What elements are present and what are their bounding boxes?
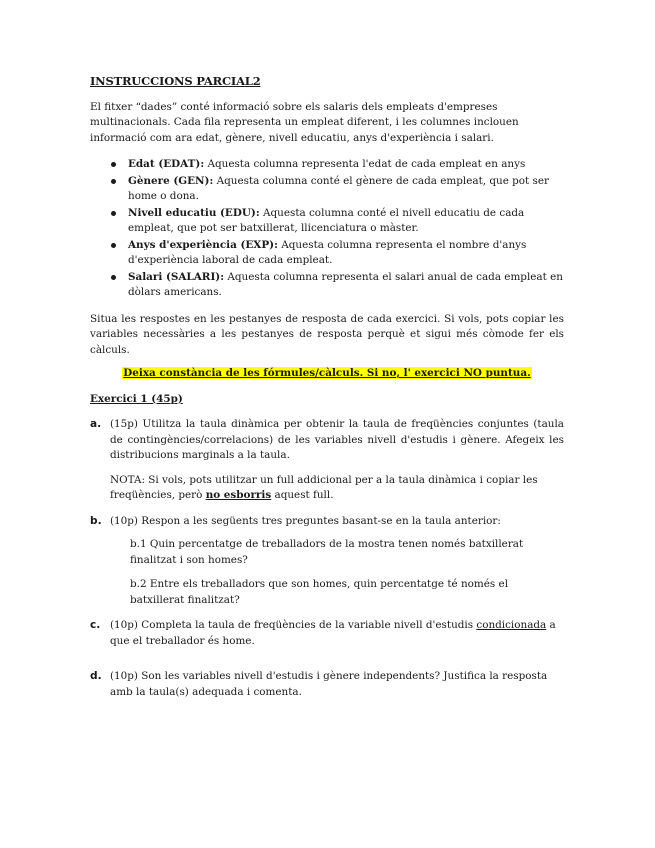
variables-list <box>90 157 564 301</box>
list-item-edu <box>128 206 564 237</box>
document-page <box>90 74 564 710</box>
list-item-gen <box>128 174 564 205</box>
question-a <box>90 417 564 504</box>
variable-description: Aquesta columna representa el nombre d'anys d'experiència laboral de cada empleat. <box>128 238 527 266</box>
list-item-salari <box>128 270 564 301</box>
question-letter: a. <box>90 418 102 430</box>
variable-label: Gènere (GEN): <box>128 174 214 187</box>
question-text-start: (10p) Completa la taula de freqüències de la variable nivell d'estudis <box>110 619 477 631</box>
question-letter: b. <box>90 514 102 527</box>
variable-label: Edat (EDAT): <box>128 158 205 170</box>
list-item-exp <box>128 238 564 269</box>
notice-line <box>90 366 564 382</box>
document-title: INSTRUCCIONS PARCIAL2 <box>90 74 261 88</box>
variable-label: Anys d'experiència (EXP): <box>128 238 278 251</box>
exercise-title: Exercici 1 (45p) <box>90 392 183 405</box>
question-note <box>110 473 564 504</box>
bullet-icon <box>111 211 116 216</box>
bullet-icon <box>111 275 116 280</box>
question-letter: c. <box>90 619 101 631</box>
note-text: NOTA: Si vols, pots utilitzar un full addicional per a la taula dinàmica i copiar les freqüències, però <box>110 473 538 501</box>
question-emphasis: condicionada <box>476 619 547 631</box>
variable-label: Nivell educatiu (EDU): <box>128 206 260 219</box>
question-b <box>90 514 564 609</box>
subquestion-b2: b.2 Entre els treballadors que son homes, quin percentatge té només el batxillerat finalitzat? <box>130 578 509 606</box>
question-text <box>110 618 564 649</box>
question-text: (10p) Son les variables nivell d'estudis i gènere independents? Justifica la resposta amb la taula(s) adequada i comenta. <box>110 670 548 698</box>
question-text-end: a que el treballador és home. <box>110 619 556 647</box>
variable-description: Aquesta columna representa l'edat de cada empleat en anys <box>204 158 526 170</box>
intro-paragraph: El fitxer “dades” conté informació sobre els salaris dels empleats d'empreses multinacionals. Cada fila representa un empleat diferent, i les columnes inclouen informació com ara edat, gènere, nivell educatiu, anys d'experiència i salari. <box>90 100 519 144</box>
question-text: (10p) Respon a les següents tres preguntes basant-se en la taula anterior: <box>110 514 501 527</box>
bullet-icon <box>111 162 116 167</box>
note-text-end: aquest full. <box>271 489 334 501</box>
highlighted-notice: Deixa constància de les fórmules/càlculs. Si no, l' exercici NO puntua. <box>123 367 531 379</box>
bullet-icon <box>111 179 116 184</box>
question-letter: d. <box>90 670 102 682</box>
question-d <box>90 669 564 700</box>
question-c <box>90 618 564 649</box>
subquestion-b1: b.1 Quin percentatge de treballadors de la mostra tenen només batxillerat finalitzat i son homes? <box>130 538 524 566</box>
variable-description: Aquesta columna conté el nivell educatiu de cada empleat, que pot ser batxillerat, llicenciatura o màster. <box>128 206 525 234</box>
list-item-edat <box>128 157 564 173</box>
question-text: (15p) Utilitza la taula dinàmica per obtenir la taula de freqüències conjuntes (taula de contingències/correlacions) de les variables nivell d'estudis i gènere. Afegeix les distribucions marginals a la taula. <box>110 418 564 461</box>
variable-description: Aquesta columna conté el gènere de cada empleat, que pot ser home o dona. <box>128 174 549 202</box>
subquestions <box>110 537 564 608</box>
note-emphasis: no esborris <box>205 489 272 501</box>
bullet-icon <box>111 243 116 248</box>
instructions-paragraph: Situa les respostes en les pestanyes de resposta de cada exercici. Si vols, pots copiar les variables necessàries a les pestanyes de resposta perquè et sigui més còmode fer els càlculs. <box>90 312 564 356</box>
variable-description: Aquesta columna representa el salari anual de cada empleat en dòlars americans. <box>128 270 563 298</box>
variable-label: Salari (SALARI): <box>128 270 225 283</box>
